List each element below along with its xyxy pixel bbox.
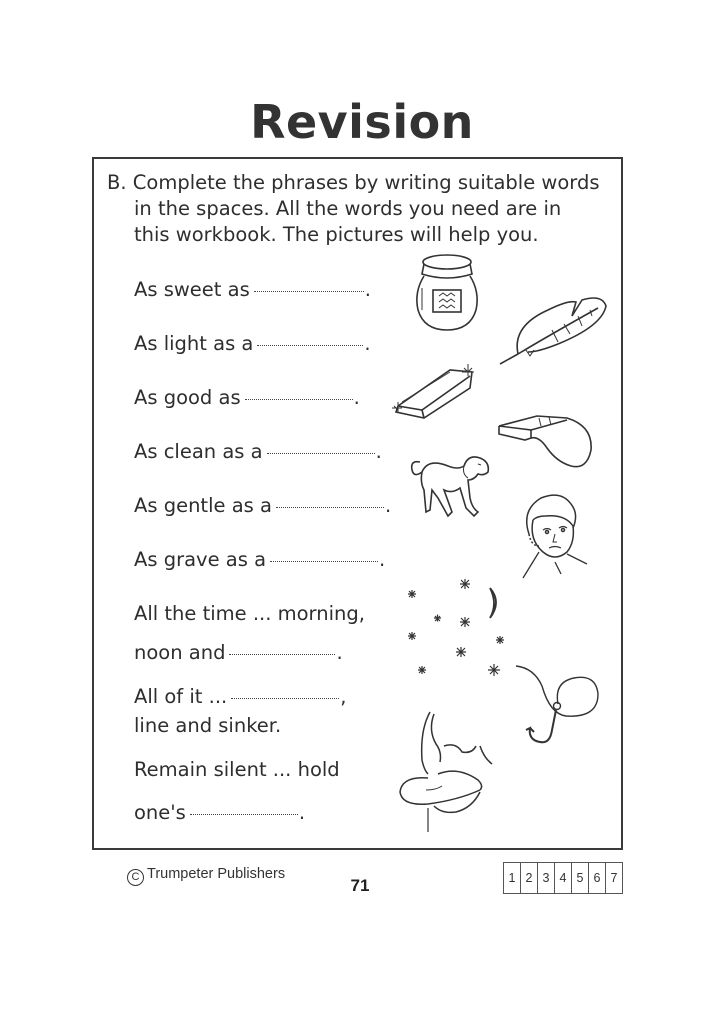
level-box-5: 5 — [572, 863, 589, 893]
phrase-remain-silent — [134, 757, 340, 783]
phrase-end: . — [375, 440, 382, 463]
phrase-end: . — [298, 801, 306, 824]
phrase-text: As grave as a — [134, 548, 267, 571]
phrase-clean — [134, 439, 382, 465]
phrase-text: As gentle as a — [134, 494, 272, 517]
level-box-7: 7 — [610, 871, 618, 885]
answer-blank[interactable] — [254, 290, 364, 292]
level-box-2: 2 — [521, 863, 538, 893]
phrase-end: . — [353, 386, 360, 409]
feather-icon — [498, 296, 608, 371]
phrase-text: All of it ... — [134, 685, 228, 708]
phrase-end: . — [384, 494, 392, 517]
night-sky-icon — [398, 576, 508, 676]
level-box-4: 4 — [555, 863, 572, 893]
phrase-end: . — [379, 548, 386, 571]
answer-blank[interactable] — [190, 813, 298, 815]
phrase-end: . — [364, 278, 371, 301]
phrase-text: one's — [134, 801, 186, 824]
whistle-icon — [497, 412, 595, 472]
phrase-all-the-time — [134, 601, 365, 627]
answer-blank[interactable] — [276, 506, 384, 508]
level-box-3: 3 — [538, 863, 555, 893]
phrase-noon — [134, 640, 343, 666]
phrase-gentle — [134, 493, 391, 519]
answer-blank[interactable] — [270, 560, 378, 562]
phrase-text: As clean as a — [134, 440, 263, 463]
phrase-light — [134, 331, 371, 357]
answer-blank[interactable] — [231, 697, 339, 699]
phrase-end: , — [340, 685, 347, 708]
honey-jar-icon — [412, 252, 482, 332]
answer-blank[interactable] — [229, 653, 335, 655]
phrase-all-of-it — [134, 684, 346, 710]
instruction-line-1: B. Complete the phrases by writing suitable words — [107, 171, 600, 194]
phrase-text: As good as — [134, 386, 241, 409]
page-number: 71 — [350, 876, 370, 895]
judge-face-icon — [515, 490, 595, 580]
page-title: Revision — [250, 95, 474, 149]
lamb-icon — [408, 450, 498, 525]
copyright-notice — [127, 866, 285, 886]
gold-bar-icon — [392, 362, 482, 422]
answer-blank[interactable] — [257, 344, 363, 346]
phrase-sweet — [134, 277, 371, 303]
instruction-line-3: this workbook. The pictures will help you. — [134, 223, 539, 246]
instruction-line-2: in the spaces. All the words you need are in — [134, 197, 562, 220]
exercise-instructions — [107, 170, 617, 248]
level-box-6: 6 — [589, 863, 606, 893]
phrase-text: As light as a — [134, 332, 254, 355]
phrase-end: . — [336, 641, 343, 664]
answer-blank[interactable] — [245, 398, 353, 400]
phrase-text: noon and — [134, 641, 226, 664]
phrase-end: . — [364, 332, 371, 355]
phrase-text: Remain silent ... hold — [134, 758, 340, 781]
phrase-ones-tongue — [134, 800, 305, 826]
publisher-name: Trumpeter Publishers — [147, 866, 286, 882]
phrase-grave — [134, 547, 385, 573]
fish-hook-icon — [514, 664, 609, 754]
phrase-line-sinker — [134, 713, 281, 739]
phrase-text: line and sinker. — [134, 714, 282, 737]
phrase-text: All the time ... morning, — [134, 602, 365, 625]
phrase-good — [134, 385, 360, 411]
level-boxes — [503, 862, 623, 894]
answer-blank[interactable] — [267, 452, 375, 454]
level-box-1: 1 — [504, 863, 521, 893]
copyright-icon: C — [127, 869, 144, 886]
tongue-icon — [398, 710, 498, 835]
phrase-text: As sweet as — [134, 278, 250, 301]
